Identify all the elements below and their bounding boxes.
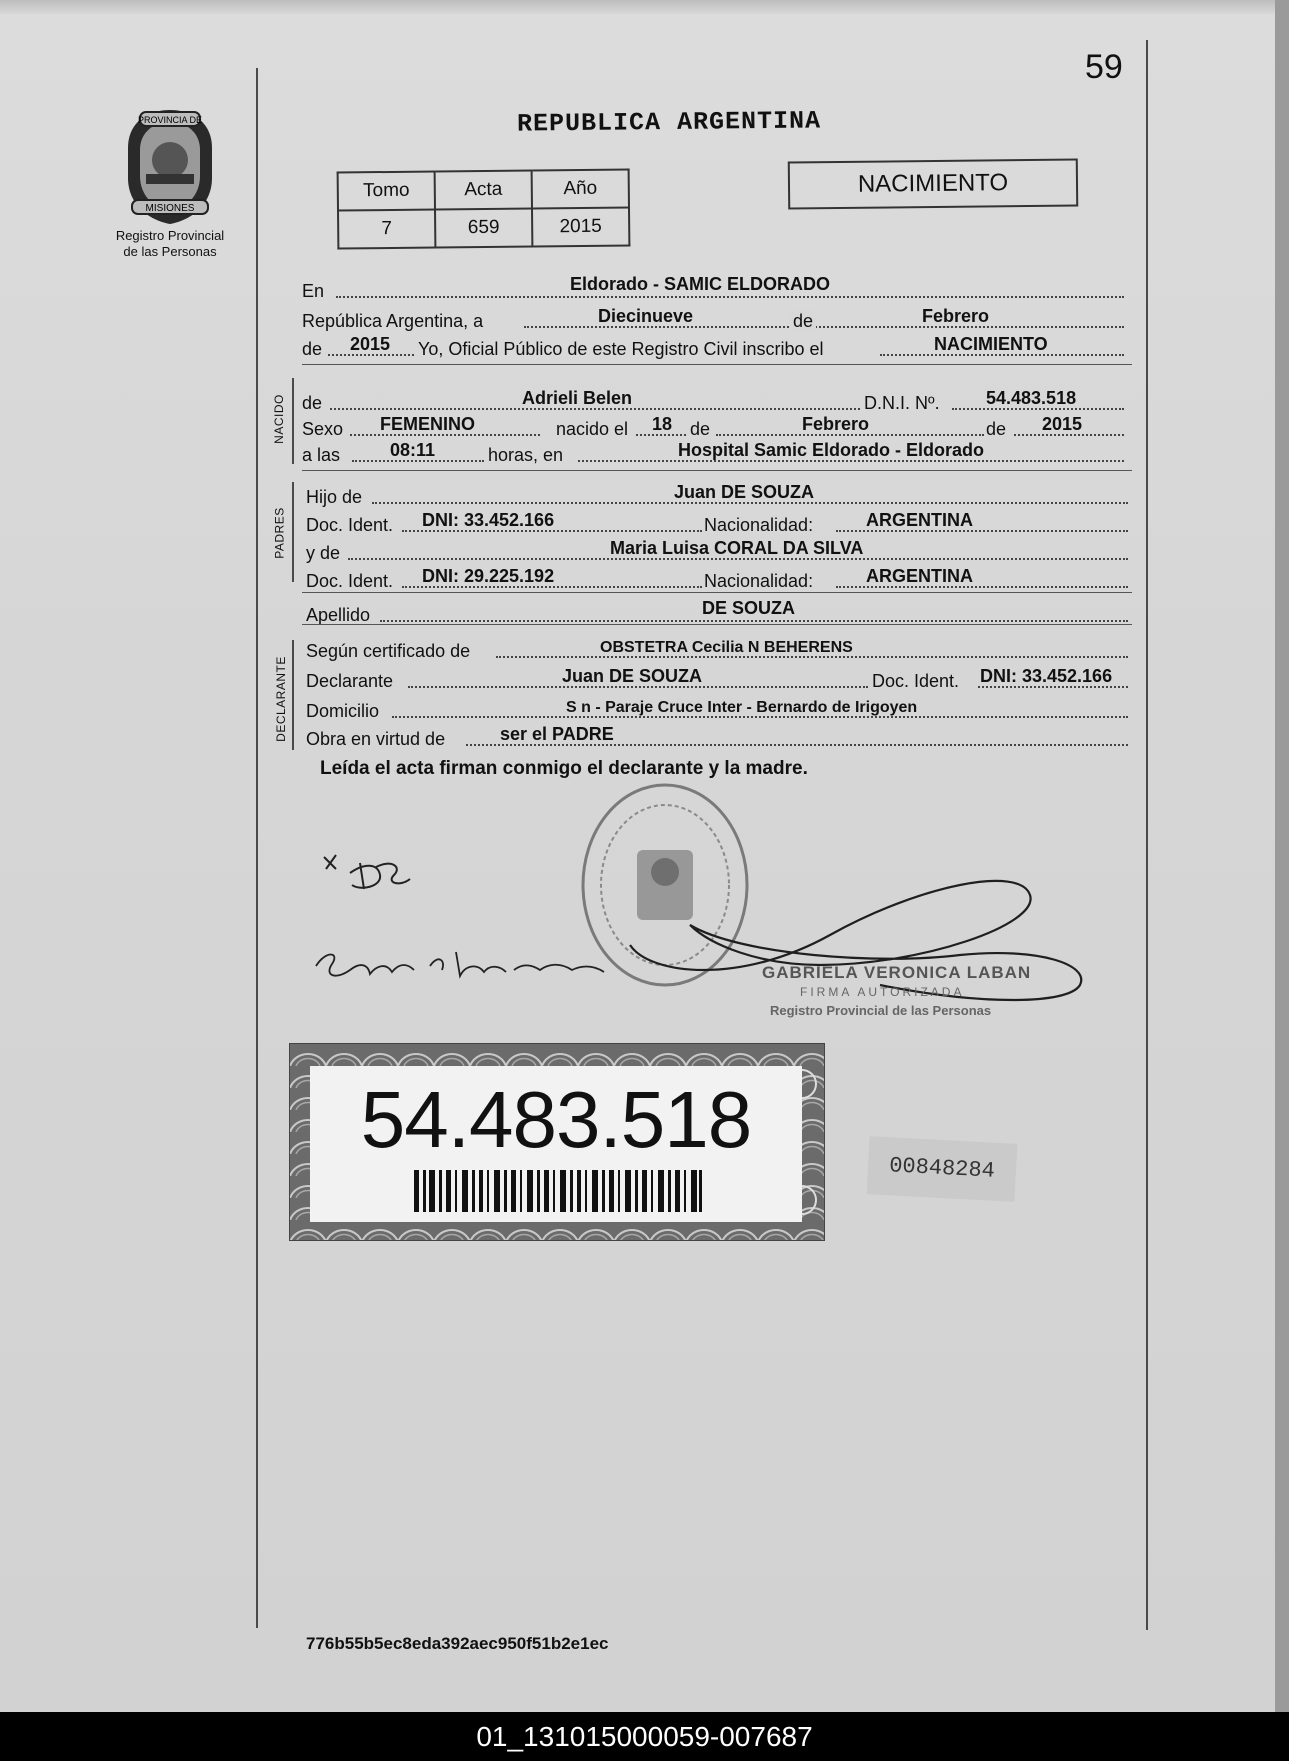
section-label-nacido: NACIDO (271, 394, 286, 444)
value-domicilio: S n - Paraje Cruce Inter - Bernardo de Irigoyen (566, 699, 918, 716)
section-divider (302, 470, 1132, 471)
document-title: REPUBLICA ARGENTINA (516, 106, 822, 139)
value-inscripcion: NACIMIENTO (934, 334, 1048, 354)
label-yo-oficial: Yo, Oficial Público de este Registro Civil inscribo el (418, 339, 824, 359)
ref-header-tomo: Tomo (338, 172, 435, 211)
value-mes: Febrero (922, 306, 990, 326)
provincial-seal-icon (118, 108, 222, 226)
label-doc-ident-declarante: Doc. Ident. (872, 671, 960, 691)
reference-table-value-row (338, 207, 629, 248)
value-sexo: FEMENINO (380, 414, 476, 434)
ref-value-tomo: 7 (338, 210, 435, 249)
value-obra: ser el PADRE (500, 724, 614, 744)
row-inscripcion (302, 330, 1128, 362)
registry-name-line2: de las Personas (123, 244, 217, 259)
section-divider (302, 624, 1132, 625)
label-nacido-el: nacido el (556, 419, 629, 439)
section-label-declarante: DECLARANTE (273, 656, 288, 742)
value-mes-nac: Febrero (802, 414, 870, 434)
barcode-icon (414, 1170, 702, 1212)
section-divider (302, 364, 1132, 365)
value-lugar-nac: Hospital Samic Eldorado - Eldorado (678, 440, 985, 460)
row-lugar (302, 272, 1128, 304)
ref-value-anio: 2015 (532, 207, 629, 246)
declarant-signature-icon (320, 845, 430, 895)
seal-bottom-text: MISIONES (145, 203, 195, 214)
mother-signature-icon (310, 940, 610, 992)
label-domicilio: Domicilio (306, 701, 380, 721)
official-name: GABRIELA VERONICA LABAN (762, 963, 1032, 982)
ref-header-acta: Acta (435, 170, 532, 209)
value-lugar: Eldorado - SAMIC ELDORADO (570, 274, 830, 294)
section-bracket (292, 482, 294, 582)
document-hash: 776b55b5ec8eda392aec950f51b2e1ec (306, 1634, 609, 1653)
label-de: de (790, 311, 816, 332)
label-id-number: 54.483.518 (360, 1075, 752, 1164)
value-dni: 54.483.518 (986, 388, 1077, 408)
value-madre-nac: ARGENTINA (866, 566, 973, 586)
ref-value-acta: 659 (435, 208, 532, 247)
label-horas-en: horas, en (488, 445, 564, 465)
security-label-card (289, 1043, 825, 1241)
section-label-padres: PADRES (272, 507, 287, 559)
reference-table (337, 168, 631, 249)
dotted-line (336, 296, 1124, 298)
label-segun-certificado: Según certificado de (306, 641, 471, 661)
value-declarante: Juan DE SOUZA (562, 666, 703, 686)
section-bracket (292, 378, 294, 464)
row-declarante (306, 662, 1132, 694)
registry-name-line1: Registro Provincial (115, 228, 225, 243)
footer-file-id: 01_131015000059-007687 (476, 1721, 813, 1752)
paper-right-edge (1275, 0, 1289, 1712)
value-dia-nac: 18 (652, 414, 673, 434)
label-inner-panel (310, 1066, 802, 1222)
value-madre: Maria Luisa CORAL DA SILVA (610, 538, 864, 558)
ref-header-anio: Año (532, 169, 629, 208)
value-padre-nac: ARGENTINA (866, 510, 973, 530)
label-de-anio-nac: de (986, 419, 1007, 439)
row-madre-doc (306, 562, 1132, 594)
seal-top-text: PROVINCIA DE (137, 115, 203, 125)
registry-name (100, 228, 240, 260)
value-padre-doc: DNI: 33.452.166 (422, 510, 555, 530)
paper-top-edge (0, 0, 1289, 14)
row-certificado (306, 632, 1132, 664)
value-apellido: DE SOUZA (702, 598, 796, 618)
label-apellido: Apellido (306, 605, 371, 625)
reference-table-header-row (338, 169, 629, 210)
value-nombre: Adrieli Belen (522, 388, 633, 408)
label-nacionalidad-padre: Nacionalidad: (704, 515, 814, 535)
record-type-box: NACIMIENTO (788, 158, 1078, 209)
value-madre-doc: DNI: 29.225.192 (422, 566, 555, 586)
section-divider (302, 592, 1132, 593)
serial-sticker: 00848284 (867, 1136, 1018, 1202)
label-hijo-de: Hijo de (306, 487, 363, 507)
page-number: 59 (1085, 48, 1123, 86)
label-obra-virtud: Obra en virtud de (306, 729, 446, 749)
label-dni: D.N.I. Nº. (864, 393, 940, 413)
right-margin-line (1146, 40, 1148, 1630)
label-declarante: Declarante (306, 671, 394, 691)
value-anio-nac: 2015 (1042, 414, 1083, 434)
label-en: En (302, 281, 325, 301)
value-anio: 2015 (350, 334, 391, 354)
dotted-line (380, 620, 1128, 622)
value-padre: Juan DE SOUZA (674, 482, 815, 502)
label-de-anio: de (302, 339, 323, 359)
label-republica-a: República Argentina, a (302, 311, 484, 331)
official-role: FIRMA AUTORIZADA (800, 985, 965, 999)
row-obra (306, 720, 1132, 752)
left-margin-line (256, 68, 258, 1628)
label-doc-ident-padre: Doc. Ident. (306, 515, 394, 535)
label-de-nombre: de (302, 393, 323, 413)
label-de-mes: de (690, 419, 711, 439)
official-registry: Registro Provincial de las Personas (770, 1003, 992, 1018)
section-bracket (292, 640, 294, 750)
label-a-las: a las (302, 445, 341, 465)
closing-statement: Leída el acta firman conmigo el declarante y la madre. (320, 758, 808, 779)
value-declarante-doc: DNI: 33.452.166 (980, 666, 1113, 686)
label-sexo: Sexo (302, 419, 344, 439)
label-doc-ident-madre: Doc. Ident. (306, 571, 394, 591)
row-hora (302, 436, 1128, 468)
label-nacionalidad-madre: Nacionalidad: (704, 571, 814, 591)
value-certificado: OBSTETRA Cecilia N BEHERENS (600, 639, 853, 656)
label-y-de: y de (306, 543, 341, 563)
value-hora: 08:11 (390, 440, 436, 460)
value-dia: Diecinueve (598, 306, 694, 326)
